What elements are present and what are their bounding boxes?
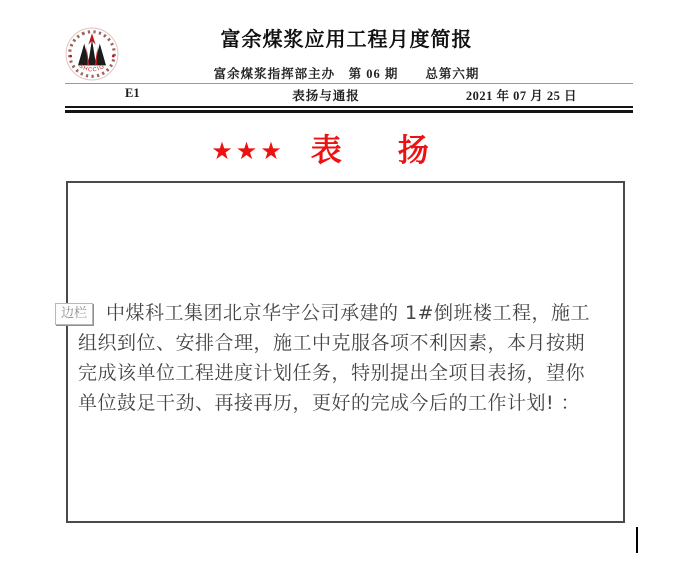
logo-bottom-text: SHCCIG	[77, 63, 107, 74]
newsletter-subtitle: 富余煤浆指挥部主办 第 06 期 总第六期	[213, 67, 480, 81]
content-frame[interactable]	[66, 181, 625, 523]
headline-char-2: 扬	[397, 133, 429, 168]
commendation-paragraph[interactable]	[78, 298, 611, 418]
text-cursor	[636, 527, 638, 553]
newsletter-title: 富余煤浆应用工程月度简报	[220, 29, 473, 51]
issue-date: 2021 年 07 月 25 日	[465, 89, 577, 103]
stars-icon: ★★★	[211, 139, 285, 165]
paragraph-line: 完成该单位工程进度计划任务，特别提出全项目表扬，望你	[78, 362, 586, 384]
header-double-rule	[65, 106, 633, 113]
sidebar-frame-label[interactable]: 边栏	[55, 303, 93, 325]
header-top-rule	[65, 83, 633, 84]
headline-char-1: 表	[310, 133, 342, 168]
paragraph-line: 单位鼓足干劲、再接再历，更好的完成今后的工作计划! ：	[78, 392, 581, 414]
paragraph-line: 组织到位、安排合理，施工中克服各项不利因素，本月按期	[78, 332, 586, 354]
section-title: 表扬与通报	[292, 89, 360, 103]
page-code: E1	[125, 86, 140, 100]
commendation-headline	[0, 131, 640, 171]
header-row	[65, 86, 633, 106]
paragraph-line: 中煤科工集团北京华宇公司承建的 1#倒班楼工程，施工	[106, 302, 591, 324]
